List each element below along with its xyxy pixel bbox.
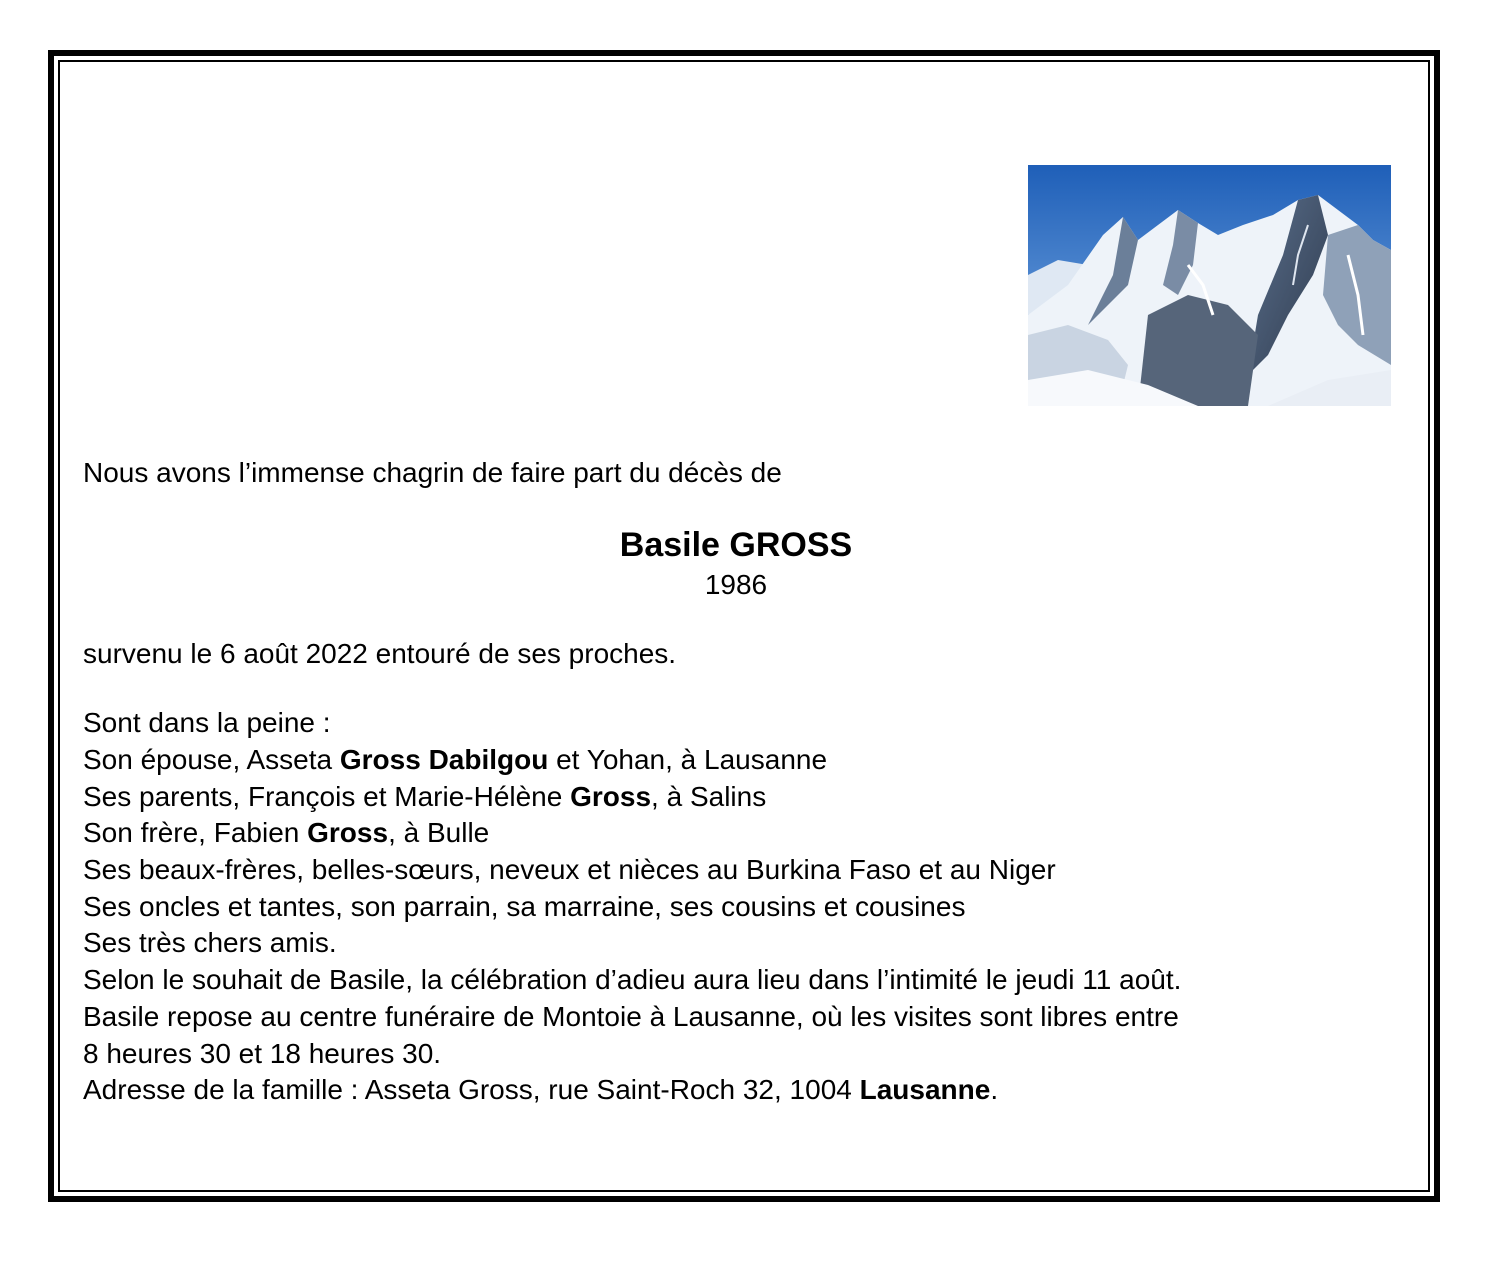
family-line-spouse <box>83 742 827 778</box>
ceremony-line-2: Basile repose au centre funéraire de Montoie à Lausanne, où les visites sont libres entre <box>83 1001 1179 1032</box>
address-city: Lausanne <box>859 1074 991 1105</box>
spouse-suffix: et Yohan, à Lausanne <box>548 744 828 775</box>
brother-name: Gross <box>307 817 389 848</box>
brother-suffix: , à Bulle <box>388 817 490 848</box>
survenu-text: survenu le 6 août 2022 entouré de ses proches. <box>83 638 677 669</box>
ceremony-line-1: Selon le souhait de Basile, la célébration d’adieu aura lieu dans l’intimité le jeudi 11 août. <box>83 964 1182 995</box>
mountain-photo <box>1028 165 1391 406</box>
ceremony-line-3: 8 heures 30 et 18 heures 30. <box>83 1038 442 1069</box>
intro-text: Nous avons l’immense chagrin de faire part du décès de <box>83 457 782 488</box>
family-address <box>83 1072 998 1108</box>
family-line-friends: Ses très chers amis. <box>83 927 337 958</box>
family-line-uncles: Ses oncles et tantes, son parrain, sa marraine, ses cousins et cousines <box>83 891 966 922</box>
deceased-name: Basile GROSS <box>619 526 853 564</box>
deceased-year: 1986 <box>704 569 768 600</box>
parents-name: Gross <box>570 781 652 812</box>
address-prefix: Adresse de la famille : Asseta Gross, rue Saint-Roch 32, 1004 <box>83 1074 860 1105</box>
parents-prefix: Ses parents, François et Marie-Hélène <box>83 781 571 812</box>
family-line-parents <box>83 779 766 815</box>
family-heading: Sont dans la peine : <box>83 707 331 738</box>
family-line-brother <box>83 815 489 851</box>
spouse-name: Gross Dabilgou <box>339 744 549 775</box>
snowy-mountains-icon <box>1028 165 1391 406</box>
family-line-inlaws: Ses beaux-frères, belles-sœurs, neveux et nièces au Burkina Faso et au Niger <box>83 854 1056 885</box>
parents-suffix: , à Salins <box>651 781 767 812</box>
spouse-prefix: Son épouse, Asseta <box>83 744 340 775</box>
address-suffix: . <box>990 1074 999 1105</box>
brother-prefix: Son frère, Fabien <box>83 817 308 848</box>
